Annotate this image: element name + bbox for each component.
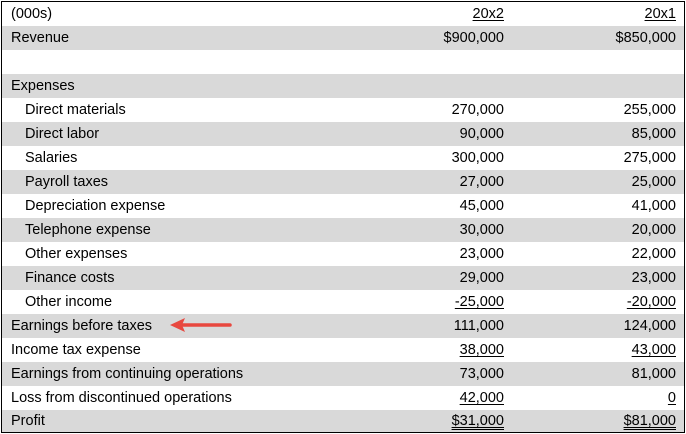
row-direct-materials	[2, 98, 684, 122]
value-20x1: 275,000	[623, 150, 676, 166]
row-label: Direct labor	[25, 126, 100, 142]
row-label: Loss from discontinued operations	[11, 390, 232, 406]
value-20x1: 23,000	[631, 270, 676, 286]
value-20x1: 85,000	[631, 126, 676, 142]
value-20x2: $900,000	[443, 30, 504, 46]
row-label: Profit	[11, 413, 45, 429]
row-label: Direct materials	[25, 102, 126, 118]
row-depreciation-expense	[2, 194, 684, 218]
value-20x2: 29,000	[459, 270, 504, 286]
row-label: Other expenses	[25, 246, 128, 262]
row-salaries	[2, 146, 684, 170]
row-profit	[2, 410, 684, 432]
row-label: Salaries	[25, 150, 78, 166]
value-20x1: $81,000	[623, 413, 676, 429]
row-expenses-heading	[2, 74, 684, 98]
value-20x2: $31,000	[451, 413, 504, 429]
row-revenue	[2, 26, 684, 50]
value-20x1: 25,000	[631, 174, 676, 190]
value-20x2: 111,000	[453, 318, 504, 334]
row-label: Other income	[25, 294, 113, 310]
value-20x2: 90,000	[459, 126, 504, 142]
value-20x2: 30,000	[459, 222, 504, 238]
row-label: Earnings from continuing operations	[11, 366, 244, 382]
value-20x1: 43,000	[631, 342, 676, 358]
row-telephone-expense	[2, 218, 684, 242]
row-income-tax-expense	[2, 338, 684, 362]
left-arrow-icon	[168, 315, 232, 335]
value-20x2: 42,000	[459, 390, 504, 406]
value-20x1: 255,000	[623, 102, 676, 118]
value-20x2: 270,000	[451, 102, 504, 118]
income-statement-table	[1, 1, 685, 433]
row-payroll-taxes	[2, 170, 684, 194]
row-earnings-continuing-operations	[2, 362, 684, 386]
column-header-20x2: 20x2	[472, 6, 504, 22]
value-20x2: 300,000	[451, 150, 504, 166]
row-label: Income tax expense	[11, 342, 141, 358]
row-other-expenses	[2, 242, 684, 266]
row-label: Finance costs	[25, 270, 115, 286]
row-label: Telephone expense	[25, 222, 151, 238]
value-20x1: 22,000	[631, 246, 676, 262]
value-20x2: 45,000	[459, 198, 504, 214]
value-20x1: 81,000	[631, 366, 676, 382]
row-finance-costs	[2, 266, 684, 290]
section-heading: Expenses	[11, 78, 75, 94]
value-20x1: 41,000	[631, 198, 676, 214]
value-20x1: -20,000	[626, 294, 676, 310]
row-label: Depreciation expense	[25, 198, 166, 214]
units-label: (000s)	[11, 6, 53, 22]
row-blank	[2, 50, 684, 74]
value-20x2: 27,000	[459, 174, 504, 190]
value-20x1: 20,000	[631, 222, 676, 238]
value-20x2: 38,000	[459, 342, 504, 358]
value-20x2: 23,000	[459, 246, 504, 262]
value-20x2: -25,000	[454, 294, 504, 310]
value-20x1: 124,000	[623, 318, 676, 334]
row-label: Earnings before taxes	[11, 318, 153, 334]
row-other-income	[2, 290, 684, 314]
row-direct-labor	[2, 122, 684, 146]
value-20x2: 73,000	[459, 366, 504, 382]
value-20x1: $850,000	[615, 30, 676, 46]
column-header-20x1: 20x1	[644, 6, 676, 22]
row-loss-discontinued-operations	[2, 386, 684, 410]
row-label: Payroll taxes	[25, 174, 109, 190]
header-row	[2, 2, 684, 26]
value-20x1: 0	[667, 390, 676, 406]
row-label: Revenue	[11, 30, 70, 46]
row-earnings-before-taxes	[2, 314, 684, 338]
